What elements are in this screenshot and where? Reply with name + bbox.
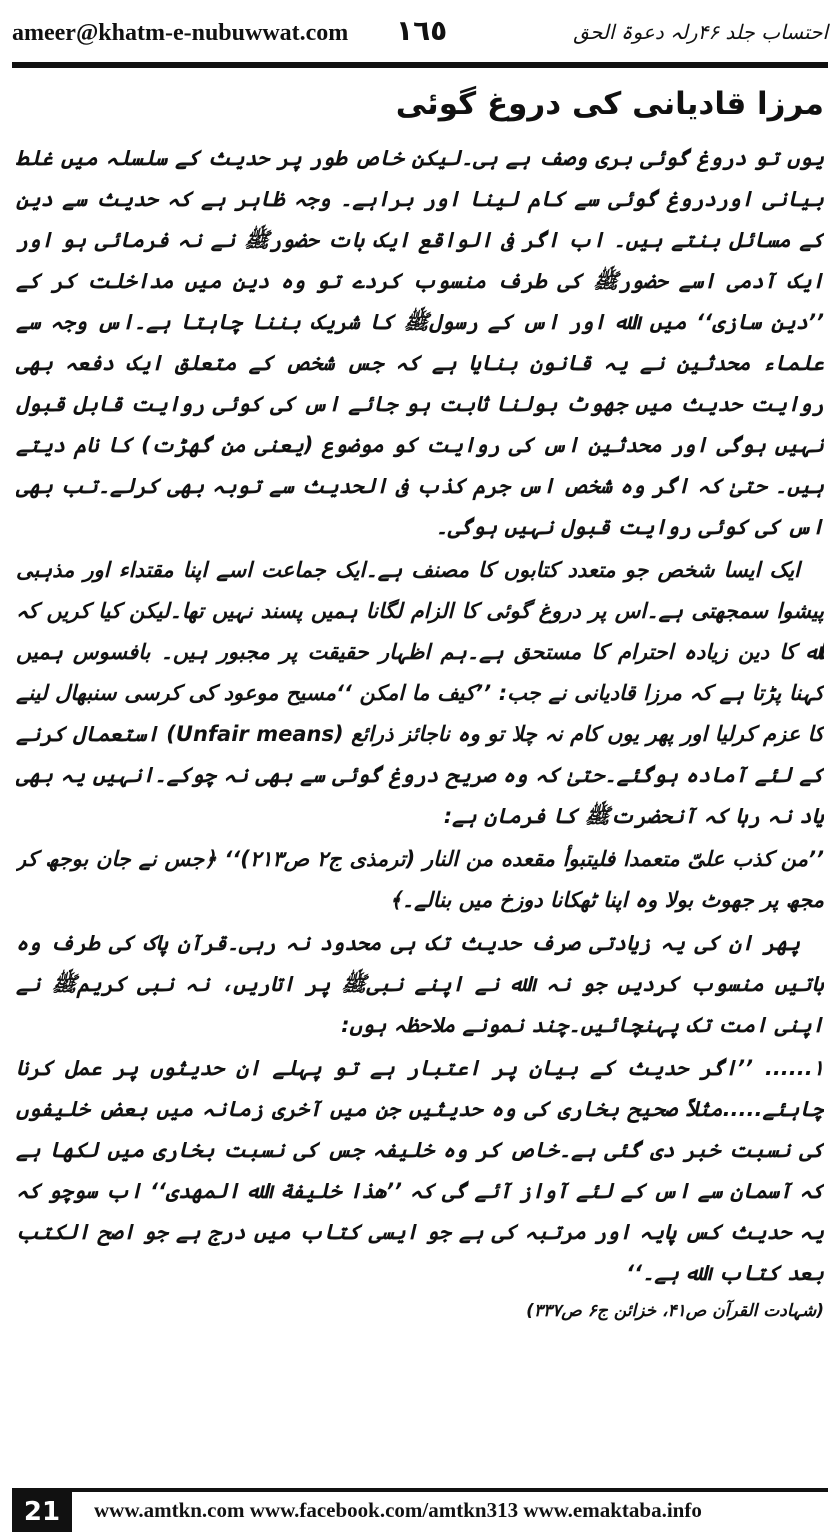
header-divider xyxy=(12,62,828,68)
page-footer xyxy=(12,1488,828,1532)
page-number-bottom: 21 xyxy=(12,1492,72,1532)
paragraph: ایک ایسا شخص جو متعدد کتابوں کا مصنف ہے۔ایک جماعت اسے اپنا مقتداء اور مذہبی پیشوا سمجھتی ہے۔اس پر دروغ گوئی کا الزام لگانا ہمیں پسند نہیں تھا۔لیکن کیا کریں کہ اﷲ کا دین زیادہ احترام کا مستحق ہے۔ہم اظہار حقیقت پر مجبور ہیں۔ بافسوس ہمیں کہنا پڑتا ہے کہ مرزا قادیانی نے جب: ’’کیف ما امکن ‘‘مسیح موعود کی کرسی سنبھال لینے کا عزم کرلیا اور پھر یوں کام نہ چلا تو وہ ناجائز ذرائع (Unfair means) استعمال کرنے کے لئے آمادہ ہوگئے۔حتیٰ کہ وہ صریح دروغ گوئی سے بھی نہ چوکے۔انہیں یہ بھی یاد نہ رہا کہ آنحضرتﷺ کا فرمان ہے: xyxy=(16,558,824,828)
quoted-passage: ۱...... ’’اگر حدیث کے بیان پر اعتبار ہے تو پہلے ان حدیثوں پر عمل کرنا چاہئے.....مثلاً صحیح بخاری کی وہ حدیثیں جن میں آخری زمانہ میں بعض خلیفوں کی نسبت خبر دی گئی ہے۔خاص کر وہ خلیفہ جس کی نسبت بخاری میں لکھا ہے کہ آسمان سے اس کے لئے آواز آئے گی کہ ’’ھذا خلیفة اﷲ المھدی‘‘ اب سوچو کہ یہ حدیث کس پایہ اور مرتبہ کی ہے جو ایسی کتاب میں درج ہے جو اصح الکتب بعد کتاب اﷲ ہے۔‘‘ xyxy=(16,1056,824,1285)
page-number-top: ١٦٥ xyxy=(396,14,448,47)
paragraph: یوں تو دروغ گوئی بری وصف ہے ہی۔لیکن خاص طور پر حدیث کے سلسلہ میں غلط بیانی اوردروغ گوئی سے کام لینا اور براہے۔ وجہ ظاہر ہے کہ حدیث سے دین کے مسائل بنتے ہیں۔ اب اگر فی الواقع ایک بات حضورﷺ نے نہ فرمائی ہو اور ایک آدمی اسے حضورﷺ کی طرف منسوب کردے تو وہ دین میں مداخلت کر کے ’’دین سازی‘‘ میں اﷲ اور اس کے رسولﷺ کا شریک بننا چاہتا ہے۔اس وجہ سے علماء محدثین نے یہ قانون بنایا ہے کہ جس شخص کے متعلق ایک دفعہ بھی روایت حدیث میں جھوٹ بولنا ثابت ہو جائے اس کی کوئی روایت قابل قبول نہیں ہوگی اور محدثین اس کی روایت کو موضوع (یعنی من گھڑت) کا نام دیتے ہیں۔ حتیٰ کہ اگر وہ شخص اس جرم کذب فی الحدیث سے توبہ بھی کرلے۔تب بھی اس کی کوئی روایت قبول نہیں ہوگی۔ xyxy=(16,146,824,539)
page-body xyxy=(16,78,824,1458)
email-address: ameer@khatm-e-nubuwwat.com xyxy=(12,20,349,46)
section-heading: مرزا قادیانی کی دروغ گوئی xyxy=(395,86,824,122)
book-title: احتساب جلد ۴۶رلہ دعوۃ الحق xyxy=(573,20,828,44)
footer-divider xyxy=(12,1488,828,1492)
hadith-quote: ’’من کذب علیّ متعمدا فلیتبوأ مقعده من النار (ترمذی ج۲ ص۲۱۳)‘‘ ﴿جس نے جان بوجھ کر مجھ پر جھوٹ بولا وہ اپنا ٹھکانا دوزخ میں بنالے۔﴾ xyxy=(16,847,824,912)
footer-links: www.amtkn.com www.facebook.com/amtkn313 www.emaktaba.info xyxy=(94,1498,702,1522)
page-header xyxy=(12,14,828,58)
citation-text: (شہادت القرآن ص۴۱، خزائن ج۶ ص۳۳۷) xyxy=(526,1301,824,1321)
citation xyxy=(16,1296,824,1326)
paragraph: پھر ان کی یہ زیادتی صرف حدیث تک ہی محدود نہ رہی۔قرآن پاک کی طرف وہ باتیں منسوب کردیں جو نہ اﷲ نے اپنے نبیﷺ پر اتاریں، نہ نبی کریمﷺ نے اپنی امت تک پہنچائیں۔چند نمونے ملاحظہ ہوں: xyxy=(16,931,824,1037)
